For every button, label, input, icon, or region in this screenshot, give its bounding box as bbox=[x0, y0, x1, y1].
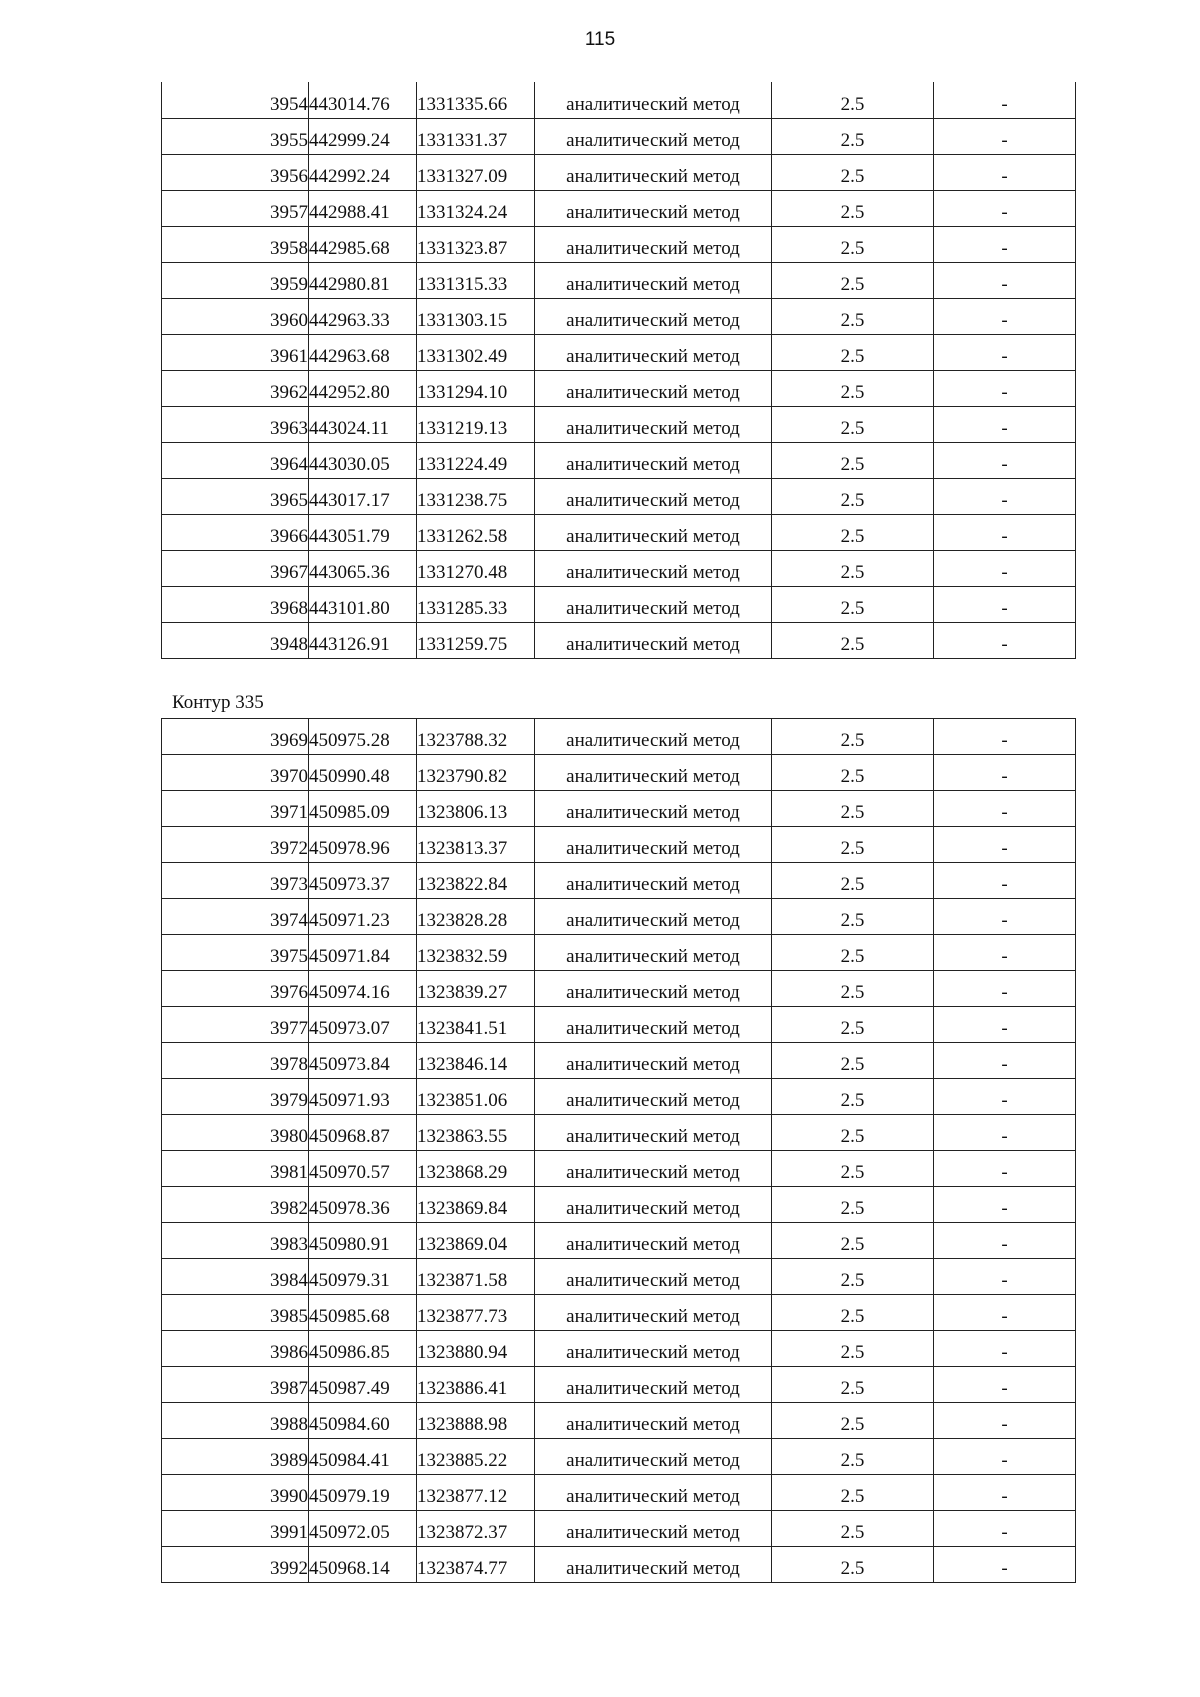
table-row bbox=[162, 1439, 1076, 1475]
description-cell: - bbox=[934, 1007, 1076, 1043]
method-cell: аналитический метод bbox=[535, 118, 772, 154]
y-coordinate-cell: 1323851.06 bbox=[417, 1079, 535, 1115]
table-row bbox=[162, 478, 1076, 514]
precision-cell: 2.5 bbox=[772, 1115, 934, 1151]
y-coordinate-cell: 1331294.10 bbox=[417, 370, 535, 406]
point-number-cell: 3984 bbox=[162, 1259, 309, 1295]
x-coordinate-cell: 450980.91 bbox=[309, 1223, 417, 1259]
table-row bbox=[162, 82, 1076, 118]
method-cell: аналитический метод bbox=[535, 1475, 772, 1511]
description-cell: - bbox=[934, 791, 1076, 827]
precision-cell: 2.5 bbox=[772, 262, 934, 298]
description-cell: - bbox=[934, 226, 1076, 262]
point-number-cell: 3964 bbox=[162, 442, 309, 478]
table-row bbox=[162, 827, 1076, 863]
table-row bbox=[162, 755, 1076, 791]
y-coordinate-cell: 1323839.27 bbox=[417, 971, 535, 1007]
table-body bbox=[162, 719, 1076, 1583]
table-row bbox=[162, 190, 1076, 226]
point-number-cell: 3970 bbox=[162, 755, 309, 791]
table-row bbox=[162, 971, 1076, 1007]
y-coordinate-cell: 1323885.22 bbox=[417, 1439, 535, 1475]
x-coordinate-cell: 450973.84 bbox=[309, 1043, 417, 1079]
table-row bbox=[162, 226, 1076, 262]
x-coordinate-cell: 450984.60 bbox=[309, 1403, 417, 1439]
x-coordinate-cell: 450987.49 bbox=[309, 1367, 417, 1403]
precision-cell: 2.5 bbox=[772, 622, 934, 658]
y-coordinate-cell: 1331302.49 bbox=[417, 334, 535, 370]
method-cell: аналитический метод bbox=[535, 514, 772, 550]
y-coordinate-cell: 1331224.49 bbox=[417, 442, 535, 478]
y-coordinate-cell: 1323871.58 bbox=[417, 1259, 535, 1295]
description-cell: - bbox=[934, 622, 1076, 658]
point-number-cell: 3991 bbox=[162, 1511, 309, 1547]
x-coordinate-cell: 443101.80 bbox=[309, 586, 417, 622]
method-cell: аналитический метод bbox=[535, 1151, 772, 1187]
description-cell: - bbox=[934, 334, 1076, 370]
point-number-cell: 3956 bbox=[162, 154, 309, 190]
method-cell: аналитический метод bbox=[535, 1115, 772, 1151]
table-row bbox=[162, 1151, 1076, 1187]
description-cell: - bbox=[934, 935, 1076, 971]
table-row bbox=[162, 863, 1076, 899]
coordinates-table-contour-335 bbox=[161, 718, 1076, 1583]
point-number-cell: 3961 bbox=[162, 334, 309, 370]
y-coordinate-cell: 1323806.13 bbox=[417, 791, 535, 827]
precision-cell: 2.5 bbox=[772, 1223, 934, 1259]
method-cell: аналитический метод bbox=[535, 586, 772, 622]
table-row bbox=[162, 406, 1076, 442]
method-cell: аналитический метод bbox=[535, 755, 772, 791]
method-cell: аналитический метод bbox=[535, 406, 772, 442]
point-number-cell: 3981 bbox=[162, 1151, 309, 1187]
precision-cell: 2.5 bbox=[772, 82, 934, 118]
point-number-cell: 3976 bbox=[162, 971, 309, 1007]
method-cell: аналитический метод bbox=[535, 1547, 772, 1583]
method-cell: аналитический метод bbox=[535, 262, 772, 298]
precision-cell: 2.5 bbox=[772, 118, 934, 154]
x-coordinate-cell: 450985.09 bbox=[309, 791, 417, 827]
method-cell: аналитический метод bbox=[535, 1511, 772, 1547]
description-cell: - bbox=[934, 719, 1076, 755]
y-coordinate-cell: 1323886.41 bbox=[417, 1367, 535, 1403]
precision-cell: 2.5 bbox=[772, 899, 934, 935]
point-number-cell: 3963 bbox=[162, 406, 309, 442]
method-cell: аналитический метод bbox=[535, 971, 772, 1007]
point-number-cell: 3957 bbox=[162, 190, 309, 226]
x-coordinate-cell: 442963.33 bbox=[309, 298, 417, 334]
description-cell: - bbox=[934, 1295, 1076, 1331]
point-number-cell: 3975 bbox=[162, 935, 309, 971]
x-coordinate-cell: 450972.05 bbox=[309, 1511, 417, 1547]
precision-cell: 2.5 bbox=[772, 442, 934, 478]
description-cell: - bbox=[934, 899, 1076, 935]
point-number-cell: 3965 bbox=[162, 478, 309, 514]
precision-cell: 2.5 bbox=[772, 298, 934, 334]
x-coordinate-cell: 450973.37 bbox=[309, 863, 417, 899]
description-cell: - bbox=[934, 1223, 1076, 1259]
table-row bbox=[162, 1367, 1076, 1403]
description-cell: - bbox=[934, 82, 1076, 118]
point-number-cell: 3987 bbox=[162, 1367, 309, 1403]
precision-cell: 2.5 bbox=[772, 1151, 934, 1187]
x-coordinate-cell: 450978.36 bbox=[309, 1187, 417, 1223]
table-row bbox=[162, 1079, 1076, 1115]
method-cell: аналитический метод bbox=[535, 791, 772, 827]
y-coordinate-cell: 1323869.84 bbox=[417, 1187, 535, 1223]
precision-cell: 2.5 bbox=[772, 586, 934, 622]
y-coordinate-cell: 1331331.37 bbox=[417, 118, 535, 154]
table-row bbox=[162, 1223, 1076, 1259]
point-number-cell: 3948 bbox=[162, 622, 309, 658]
point-number-cell: 3979 bbox=[162, 1079, 309, 1115]
table-row bbox=[162, 118, 1076, 154]
y-coordinate-cell: 1331285.33 bbox=[417, 586, 535, 622]
y-coordinate-cell: 1323872.37 bbox=[417, 1511, 535, 1547]
method-cell: аналитический метод bbox=[535, 226, 772, 262]
x-coordinate-cell: 450984.41 bbox=[309, 1439, 417, 1475]
table-row bbox=[162, 1331, 1076, 1367]
precision-cell: 2.5 bbox=[772, 334, 934, 370]
method-cell: аналитический метод bbox=[535, 190, 772, 226]
method-cell: аналитический метод bbox=[535, 1367, 772, 1403]
precision-cell: 2.5 bbox=[772, 1547, 934, 1583]
table-row bbox=[162, 1547, 1076, 1583]
precision-cell: 2.5 bbox=[772, 1439, 934, 1475]
x-coordinate-cell: 450971.23 bbox=[309, 899, 417, 935]
point-number-cell: 3972 bbox=[162, 827, 309, 863]
x-coordinate-cell: 450979.31 bbox=[309, 1259, 417, 1295]
table-row bbox=[162, 514, 1076, 550]
y-coordinate-cell: 1323877.12 bbox=[417, 1475, 535, 1511]
description-cell: - bbox=[934, 190, 1076, 226]
precision-cell: 2.5 bbox=[772, 1511, 934, 1547]
point-number-cell: 3955 bbox=[162, 118, 309, 154]
x-coordinate-cell: 450968.14 bbox=[309, 1547, 417, 1583]
method-cell: аналитический метод bbox=[535, 719, 772, 755]
precision-cell: 2.5 bbox=[772, 935, 934, 971]
table-row bbox=[162, 550, 1076, 586]
x-coordinate-cell: 443126.91 bbox=[309, 622, 417, 658]
x-coordinate-cell: 442952.80 bbox=[309, 370, 417, 406]
point-number-cell: 3968 bbox=[162, 586, 309, 622]
method-cell: аналитический метод bbox=[535, 899, 772, 935]
method-cell: аналитический метод bbox=[535, 1403, 772, 1439]
description-cell: - bbox=[934, 1043, 1076, 1079]
point-number-cell: 3973 bbox=[162, 863, 309, 899]
table-row bbox=[162, 586, 1076, 622]
table-row bbox=[162, 262, 1076, 298]
table-row bbox=[162, 1115, 1076, 1151]
method-cell: аналитический метод bbox=[535, 1295, 772, 1331]
y-coordinate-cell: 1331324.24 bbox=[417, 190, 535, 226]
precision-cell: 2.5 bbox=[772, 827, 934, 863]
method-cell: аналитический метод bbox=[535, 1079, 772, 1115]
method-cell: аналитический метод bbox=[535, 442, 772, 478]
point-number-cell: 3990 bbox=[162, 1475, 309, 1511]
description-cell: - bbox=[934, 1115, 1076, 1151]
y-coordinate-cell: 1323813.37 bbox=[417, 827, 535, 863]
description-cell: - bbox=[934, 863, 1076, 899]
table-row bbox=[162, 899, 1076, 935]
method-cell: аналитический метод bbox=[535, 370, 772, 406]
description-cell: - bbox=[934, 971, 1076, 1007]
point-number-cell: 3978 bbox=[162, 1043, 309, 1079]
method-cell: аналитический метод bbox=[535, 1439, 772, 1475]
y-coordinate-cell: 1323822.84 bbox=[417, 863, 535, 899]
page-number: 115 bbox=[584, 29, 616, 50]
point-number-cell: 3954 bbox=[162, 82, 309, 118]
point-number-cell: 3988 bbox=[162, 1403, 309, 1439]
method-cell: аналитический метод bbox=[535, 1043, 772, 1079]
description-cell: - bbox=[934, 1331, 1076, 1367]
point-number-cell: 3989 bbox=[162, 1439, 309, 1475]
description-cell: - bbox=[934, 1187, 1076, 1223]
y-coordinate-cell: 1323828.28 bbox=[417, 899, 535, 935]
y-coordinate-cell: 1323869.04 bbox=[417, 1223, 535, 1259]
point-number-cell: 3971 bbox=[162, 791, 309, 827]
y-coordinate-cell: 1323841.51 bbox=[417, 1007, 535, 1043]
x-coordinate-cell: 442999.24 bbox=[309, 118, 417, 154]
method-cell: аналитический метод bbox=[535, 550, 772, 586]
table-row bbox=[162, 1043, 1076, 1079]
y-coordinate-cell: 1331238.75 bbox=[417, 478, 535, 514]
y-coordinate-cell: 1323790.82 bbox=[417, 755, 535, 791]
y-coordinate-cell: 1331323.87 bbox=[417, 226, 535, 262]
method-cell: аналитический метод bbox=[535, 1223, 772, 1259]
x-coordinate-cell: 443051.79 bbox=[309, 514, 417, 550]
method-cell: аналитический метод bbox=[535, 1259, 772, 1295]
y-coordinate-cell: 1331303.15 bbox=[417, 298, 535, 334]
description-cell: - bbox=[934, 262, 1076, 298]
precision-cell: 2.5 bbox=[772, 1367, 934, 1403]
x-coordinate-cell: 450971.93 bbox=[309, 1079, 417, 1115]
description-cell: - bbox=[934, 514, 1076, 550]
y-coordinate-cell: 1323832.59 bbox=[417, 935, 535, 971]
precision-cell: 2.5 bbox=[772, 791, 934, 827]
method-cell: аналитический метод bbox=[535, 1187, 772, 1223]
method-cell: аналитический метод bbox=[535, 298, 772, 334]
description-cell: - bbox=[934, 1475, 1076, 1511]
point-number-cell: 3986 bbox=[162, 1331, 309, 1367]
method-cell: аналитический метод bbox=[535, 935, 772, 971]
point-number-cell: 3960 bbox=[162, 298, 309, 334]
table-row bbox=[162, 298, 1076, 334]
precision-cell: 2.5 bbox=[772, 478, 934, 514]
point-number-cell: 3977 bbox=[162, 1007, 309, 1043]
description-cell: - bbox=[934, 1403, 1076, 1439]
description-cell: - bbox=[934, 1511, 1076, 1547]
point-number-cell: 3974 bbox=[162, 899, 309, 935]
coordinates-table-continued bbox=[161, 82, 1076, 659]
precision-cell: 2.5 bbox=[772, 1331, 934, 1367]
method-cell: аналитический метод bbox=[535, 1007, 772, 1043]
table-row bbox=[162, 334, 1076, 370]
y-coordinate-cell: 1323868.29 bbox=[417, 1151, 535, 1187]
precision-cell: 2.5 bbox=[772, 1475, 934, 1511]
description-cell: - bbox=[934, 1547, 1076, 1583]
x-coordinate-cell: 450968.87 bbox=[309, 1115, 417, 1151]
table-body bbox=[162, 82, 1076, 658]
description-cell: - bbox=[934, 478, 1076, 514]
y-coordinate-cell: 1323788.32 bbox=[417, 719, 535, 755]
precision-cell: 2.5 bbox=[772, 1043, 934, 1079]
precision-cell: 2.5 bbox=[772, 550, 934, 586]
point-number-cell: 3958 bbox=[162, 226, 309, 262]
y-coordinate-cell: 1331259.75 bbox=[417, 622, 535, 658]
x-coordinate-cell: 450973.07 bbox=[309, 1007, 417, 1043]
y-coordinate-cell: 1323863.55 bbox=[417, 1115, 535, 1151]
table-row bbox=[162, 370, 1076, 406]
contour-label: Контур 335 bbox=[172, 692, 264, 713]
y-coordinate-cell: 1323846.14 bbox=[417, 1043, 535, 1079]
description-cell: - bbox=[934, 370, 1076, 406]
precision-cell: 2.5 bbox=[772, 514, 934, 550]
table-row bbox=[162, 791, 1076, 827]
point-number-cell: 3982 bbox=[162, 1187, 309, 1223]
table-row bbox=[162, 935, 1076, 971]
y-coordinate-cell: 1331219.13 bbox=[417, 406, 535, 442]
x-coordinate-cell: 442980.81 bbox=[309, 262, 417, 298]
description-cell: - bbox=[934, 755, 1076, 791]
point-number-cell: 3992 bbox=[162, 1547, 309, 1583]
x-coordinate-cell: 450974.16 bbox=[309, 971, 417, 1007]
x-coordinate-cell: 442963.68 bbox=[309, 334, 417, 370]
description-cell: - bbox=[934, 1259, 1076, 1295]
x-coordinate-cell: 443065.36 bbox=[309, 550, 417, 586]
method-cell: аналитический метод bbox=[535, 863, 772, 899]
description-cell: - bbox=[934, 1439, 1076, 1475]
description-cell: - bbox=[934, 827, 1076, 863]
table-row bbox=[162, 154, 1076, 190]
x-coordinate-cell: 450985.68 bbox=[309, 1295, 417, 1331]
x-coordinate-cell: 443024.11 bbox=[309, 406, 417, 442]
description-cell: - bbox=[934, 1367, 1076, 1403]
precision-cell: 2.5 bbox=[772, 1079, 934, 1115]
x-coordinate-cell: 450986.85 bbox=[309, 1331, 417, 1367]
precision-cell: 2.5 bbox=[772, 1007, 934, 1043]
x-coordinate-cell: 450975.28 bbox=[309, 719, 417, 755]
table-row bbox=[162, 1511, 1076, 1547]
method-cell: аналитический метод bbox=[535, 334, 772, 370]
x-coordinate-cell: 443030.05 bbox=[309, 442, 417, 478]
table-row bbox=[162, 1295, 1076, 1331]
precision-cell: 2.5 bbox=[772, 719, 934, 755]
precision-cell: 2.5 bbox=[772, 1259, 934, 1295]
x-coordinate-cell: 442992.24 bbox=[309, 154, 417, 190]
point-number-cell: 3962 bbox=[162, 370, 309, 406]
y-coordinate-cell: 1331262.58 bbox=[417, 514, 535, 550]
precision-cell: 2.5 bbox=[772, 226, 934, 262]
method-cell: аналитический метод bbox=[535, 154, 772, 190]
description-cell: - bbox=[934, 1151, 1076, 1187]
point-number-cell: 3967 bbox=[162, 550, 309, 586]
description-cell: - bbox=[934, 298, 1076, 334]
point-number-cell: 3985 bbox=[162, 1295, 309, 1331]
precision-cell: 2.5 bbox=[772, 154, 934, 190]
table-row bbox=[162, 1007, 1076, 1043]
table-row bbox=[162, 1259, 1076, 1295]
description-cell: - bbox=[934, 550, 1076, 586]
description-cell: - bbox=[934, 442, 1076, 478]
y-coordinate-cell: 1331327.09 bbox=[417, 154, 535, 190]
table-row bbox=[162, 1475, 1076, 1511]
description-cell: - bbox=[934, 1079, 1076, 1115]
description-cell: - bbox=[934, 406, 1076, 442]
precision-cell: 2.5 bbox=[772, 971, 934, 1007]
precision-cell: 2.5 bbox=[772, 863, 934, 899]
x-coordinate-cell: 442985.68 bbox=[309, 226, 417, 262]
x-coordinate-cell: 450979.19 bbox=[309, 1475, 417, 1511]
x-coordinate-cell: 450970.57 bbox=[309, 1151, 417, 1187]
x-coordinate-cell: 442988.41 bbox=[309, 190, 417, 226]
precision-cell: 2.5 bbox=[772, 190, 934, 226]
point-number-cell: 3959 bbox=[162, 262, 309, 298]
method-cell: аналитический метод bbox=[535, 622, 772, 658]
point-number-cell: 3983 bbox=[162, 1223, 309, 1259]
table-row bbox=[162, 1187, 1076, 1223]
y-coordinate-cell: 1331270.48 bbox=[417, 550, 535, 586]
x-coordinate-cell: 443014.76 bbox=[309, 82, 417, 118]
y-coordinate-cell: 1331315.33 bbox=[417, 262, 535, 298]
precision-cell: 2.5 bbox=[772, 1403, 934, 1439]
x-coordinate-cell: 450990.48 bbox=[309, 755, 417, 791]
method-cell: аналитический метод bbox=[535, 82, 772, 118]
y-coordinate-cell: 1323874.77 bbox=[417, 1547, 535, 1583]
precision-cell: 2.5 bbox=[772, 1295, 934, 1331]
description-cell: - bbox=[934, 154, 1076, 190]
x-coordinate-cell: 443017.17 bbox=[309, 478, 417, 514]
precision-cell: 2.5 bbox=[772, 370, 934, 406]
table-row bbox=[162, 442, 1076, 478]
point-number-cell: 3969 bbox=[162, 719, 309, 755]
method-cell: аналитический метод bbox=[535, 1331, 772, 1367]
precision-cell: 2.5 bbox=[772, 1187, 934, 1223]
precision-cell: 2.5 bbox=[772, 406, 934, 442]
table-row bbox=[162, 719, 1076, 755]
y-coordinate-cell: 1323888.98 bbox=[417, 1403, 535, 1439]
y-coordinate-cell: 1323880.94 bbox=[417, 1331, 535, 1367]
description-cell: - bbox=[934, 586, 1076, 622]
precision-cell: 2.5 bbox=[772, 755, 934, 791]
table-row bbox=[162, 622, 1076, 658]
point-number-cell: 3980 bbox=[162, 1115, 309, 1151]
x-coordinate-cell: 450978.96 bbox=[309, 827, 417, 863]
y-coordinate-cell: 1331335.66 bbox=[417, 82, 535, 118]
point-number-cell: 3966 bbox=[162, 514, 309, 550]
method-cell: аналитический метод bbox=[535, 478, 772, 514]
x-coordinate-cell: 450971.84 bbox=[309, 935, 417, 971]
table-row bbox=[162, 1403, 1076, 1439]
method-cell: аналитический метод bbox=[535, 827, 772, 863]
y-coordinate-cell: 1323877.73 bbox=[417, 1295, 535, 1331]
description-cell: - bbox=[934, 118, 1076, 154]
